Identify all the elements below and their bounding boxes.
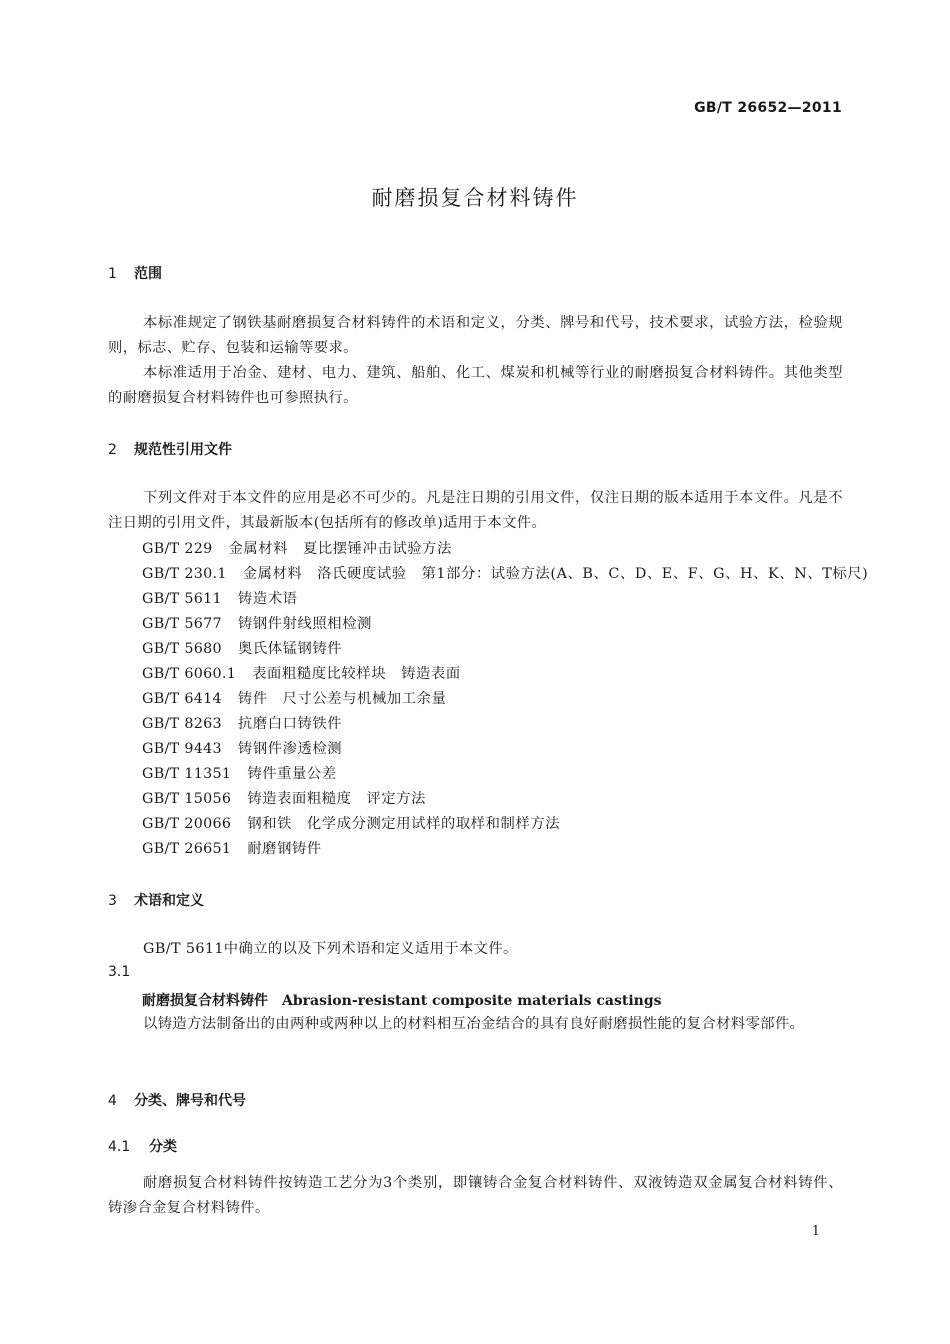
- reference-item: [142, 538, 452, 558]
- paragraph: 本标准适用于冶金、建材、电力、建筑、船舶、化工、煤炭和机械等行业的耐磨损复合材料铸件。其他类型的耐磨损复合材料铸件也可参照执行。: [108, 365, 843, 406]
- reference-item: [142, 838, 322, 858]
- reference-item: [142, 663, 461, 683]
- section-number: 3: [108, 893, 117, 909]
- reference-code: GB/T 229: [142, 541, 213, 557]
- reference-title: 表面粗糙度比较样块 铸造表面: [252, 666, 461, 682]
- reference-code: GB/T 5677: [142, 616, 222, 632]
- reference-code: GB/T 20066: [142, 816, 232, 832]
- reference-item: [142, 788, 426, 808]
- reference-item: [142, 638, 342, 658]
- reference-code: GB/T 11351: [142, 766, 232, 782]
- section-number: 4: [108, 1093, 117, 1109]
- term-english: Abrasion-resistant composite materials castings: [282, 993, 662, 1009]
- term-chinese: 耐磨损复合材料铸件: [142, 993, 268, 1009]
- reference-item: [142, 613, 372, 633]
- reference-title: 铸造术语: [237, 591, 298, 607]
- reference-code: GB/T 26651: [142, 841, 232, 857]
- reference-title: 钢和铁 化学成分测定用试样的取样和制样方法: [247, 816, 561, 832]
- subsection-heading-classification: [108, 1136, 177, 1156]
- reference-code: GB/T 8263: [142, 716, 222, 732]
- page-number: 1: [811, 1224, 820, 1239]
- reference-code: GB/T 9443: [142, 741, 222, 757]
- section-title: 术语和定义: [134, 893, 204, 909]
- section-heading-normative-references: [108, 439, 232, 459]
- section-title: 规范性引用文件: [134, 442, 232, 458]
- reference-item: [142, 563, 868, 583]
- reference-code: GB/T 5680: [142, 641, 222, 657]
- reference-title: 铸件重量公差: [247, 766, 337, 782]
- section-heading-scope: [108, 263, 162, 283]
- reference-title: 金属材料 夏比摆锤冲击试验方法: [228, 541, 452, 557]
- section-title: 范围: [134, 266, 162, 282]
- reference-title: 奥氏体锰钢铸件: [237, 641, 343, 657]
- subsection-title: 分类: [149, 1139, 177, 1155]
- reference-code: GB/T 6414: [142, 691, 222, 707]
- reference-code: GB/T 6060.1: [142, 666, 237, 682]
- reference-item: [142, 713, 342, 733]
- subsection-number: 4.1: [108, 1139, 131, 1155]
- section-title: 分类、牌号和代号: [134, 1093, 246, 1109]
- reference-title: 耐磨钢铸件: [247, 841, 322, 857]
- section-heading-terms: [108, 890, 204, 910]
- reference-title: 抗磨白口铸铁件: [237, 716, 343, 732]
- reference-item: [142, 688, 446, 708]
- reference-item: [142, 763, 337, 783]
- reference-code: GB/T 230.1: [142, 566, 227, 582]
- reference-title: 铸造表面粗糙度 评定方法: [247, 791, 427, 807]
- paragraph: 本标准规定了钢铁基耐磨损复合材料铸件的术语和定义，分类、牌号和代号，技术要求，试验方法，检验规则，标志、贮存、包装和运输等要求。: [108, 315, 843, 356]
- standard-code: GB/T 26652—2011: [694, 100, 842, 116]
- term-definition: 以铸造方法制备出的由两种或两种以上的材料相互冶金结合的具有良好耐磨损性能的复合材料零部件。: [143, 1016, 805, 1032]
- reference-item: [142, 588, 298, 608]
- section-heading-classification: [108, 1090, 246, 1110]
- document-title: 耐磨损复合材料铸件: [371, 186, 579, 210]
- reference-title: 铸钢件射线照相检测: [237, 616, 372, 632]
- reference-title: 铸钢件渗透检测: [237, 741, 343, 757]
- reference-item: [142, 813, 560, 833]
- term-entry: [142, 990, 662, 1010]
- reference-code: GB/T 15056: [142, 791, 232, 807]
- paragraph: GB/T 5611中确立的以及下列术语和定义适用于本文件。: [143, 941, 518, 957]
- reference-title: 金属材料 洛氏硬度试验 第1部分：试验方法(A、B、C、D、E、F、G、H、K、N、T标尺): [242, 566, 869, 582]
- reference-title: 铸件 尺寸公差与机械加工余量: [237, 691, 447, 707]
- paragraph: 耐磨损复合材料铸件按铸造工艺分为3个类别，即镶铸合金复合材料铸件、双液铸造双金属复合材料铸件、铸渗合金复合材料铸件。: [108, 1175, 843, 1216]
- section-number: 1: [108, 266, 117, 282]
- reference-item: [142, 738, 342, 758]
- reference-code: GB/T 5611: [142, 591, 222, 607]
- section-number: 2: [108, 442, 117, 458]
- term-number: 3.1: [108, 964, 131, 980]
- paragraph: 下列文件对于本文件的应用是必不可少的。凡是注日期的引用文件，仅注日期的版本适用于本文件。凡是不注日期的引用文件，其最新版本(包括所有的修改单)适用于本文件。: [108, 490, 843, 531]
